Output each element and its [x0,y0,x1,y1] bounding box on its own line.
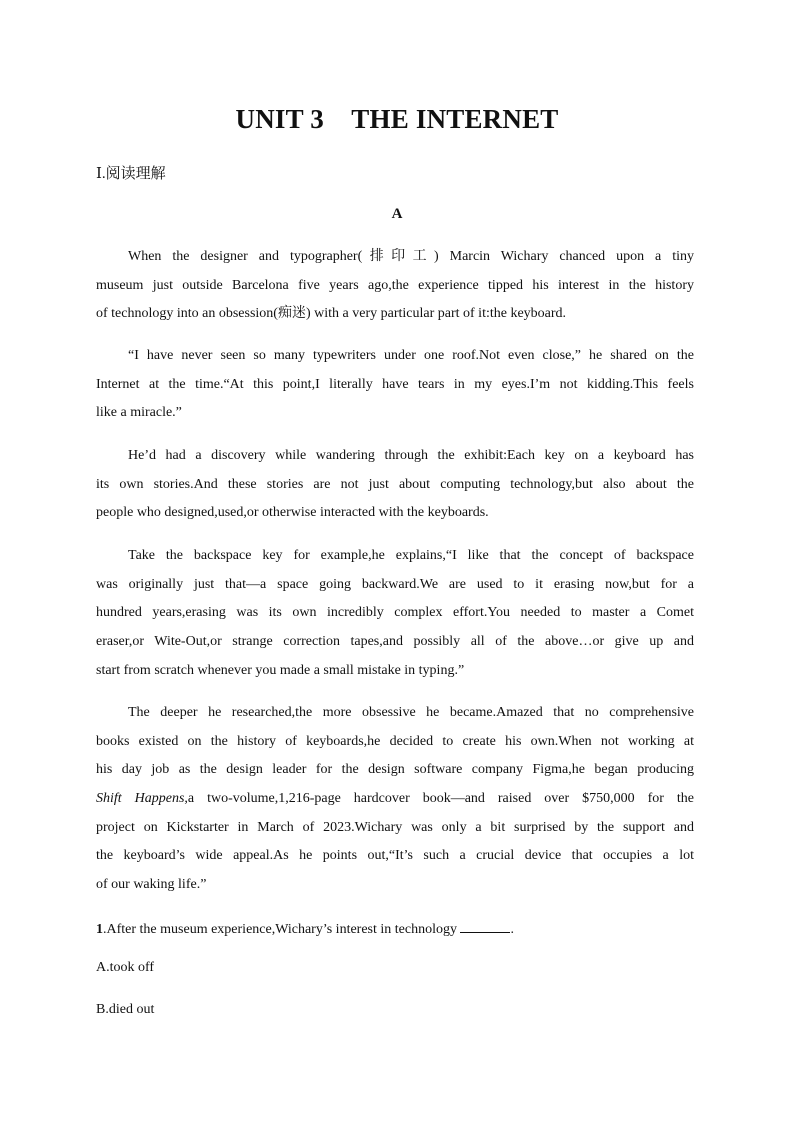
paragraph-line: its own stories.And these stories are not just about computing technology,but also about the [96,476,694,492]
question-text: .After the museum experience,Wichary’s interest in technology [103,922,457,937]
paragraph-line: of our waking life.” [96,877,207,893]
paragraph-line: like a miracle.” [96,405,182,421]
paragraph-line: eraser,or Wite-Out,or strange correction tapes,and possibly all of the above…or give up and [96,634,694,650]
paragraph-line: “I have never seen so many typewriters under one roof.Not even close,” he shared on the [128,348,694,363]
paragraph-line: The deeper he researched,the more obsessive he became.Amazed that no comprehensive [128,705,694,720]
paragraph-line: hundred years,erasing was its own incredibly complex effort.You needed to master a Comet [96,605,694,621]
passage-label: A [391,206,403,222]
paragraph-line: of technology into an obsession(痴迷) with a very particular part of it:the keyboard. [96,306,567,322]
paragraph-line: Take the backspace key for example,he explains,“I like that the concept of backspace [128,548,694,563]
paragraph-line: museum just outside Barcelona five years ago,the experience tipped his interest in the history [96,277,694,293]
option-b[interactable]: B.died out [96,1002,155,1017]
answer-blank[interactable] [460,918,510,933]
paragraph-1 [96,243,694,329]
paragraph-line: people who designed,used,or otherwise interacted with the keyboards. [96,505,489,521]
paragraph-line: was originally just that—a space going backward.We are used to it erasing now,but for a [96,576,694,592]
paragraph-line: He’d had a discovery while wandering through the exhibit:Each key on a keyboard has [128,448,694,463]
paragraph-line: Internet at the time.“At this point,I literally have tears in my eyes.I’m not kidding.This feels [96,376,694,392]
paragraph-line-with-book-title [96,785,694,814]
paragraph-line: his day job as the design leader for the design software company Figma,he began producing [96,762,694,778]
book-title: Shift Happens [96,791,185,807]
paragraph-line: When the designer and typographer(排印工) Marcin Wichary chanced upon a tiny [128,249,694,264]
paragraph-4 [96,542,694,685]
paragraph-line: start from scratch whenever you made a small mistake in typing.” [96,662,465,678]
paragraph-5 [96,699,694,900]
option-a[interactable]: A.took off [96,960,155,975]
paragraph-line: the keyboard’s wide appeal.As he points out,“It’s such a crucial device that occupies a lot [96,848,694,864]
question-number: 1 [96,922,103,937]
paragraph-2 [96,342,694,428]
question-end: . [510,922,514,937]
paragraph-line: project on Kickstarter in March of 2023.Wichary was only a bit surprised by the support and [96,819,694,835]
question-1 [96,918,514,938]
section-heading: Ⅰ.阅读理解 [96,166,166,182]
paragraph-line: books existed on the history of keyboards,he decided to create his own.When not working at [96,733,694,749]
paragraph-line-rest: ,a two-volume,1,216-page hardcover book—and raised over $750,000 for the [184,791,694,807]
paragraph-3 [96,442,694,528]
unit-title: UNIT 3 THE INTERNET [235,104,559,134]
